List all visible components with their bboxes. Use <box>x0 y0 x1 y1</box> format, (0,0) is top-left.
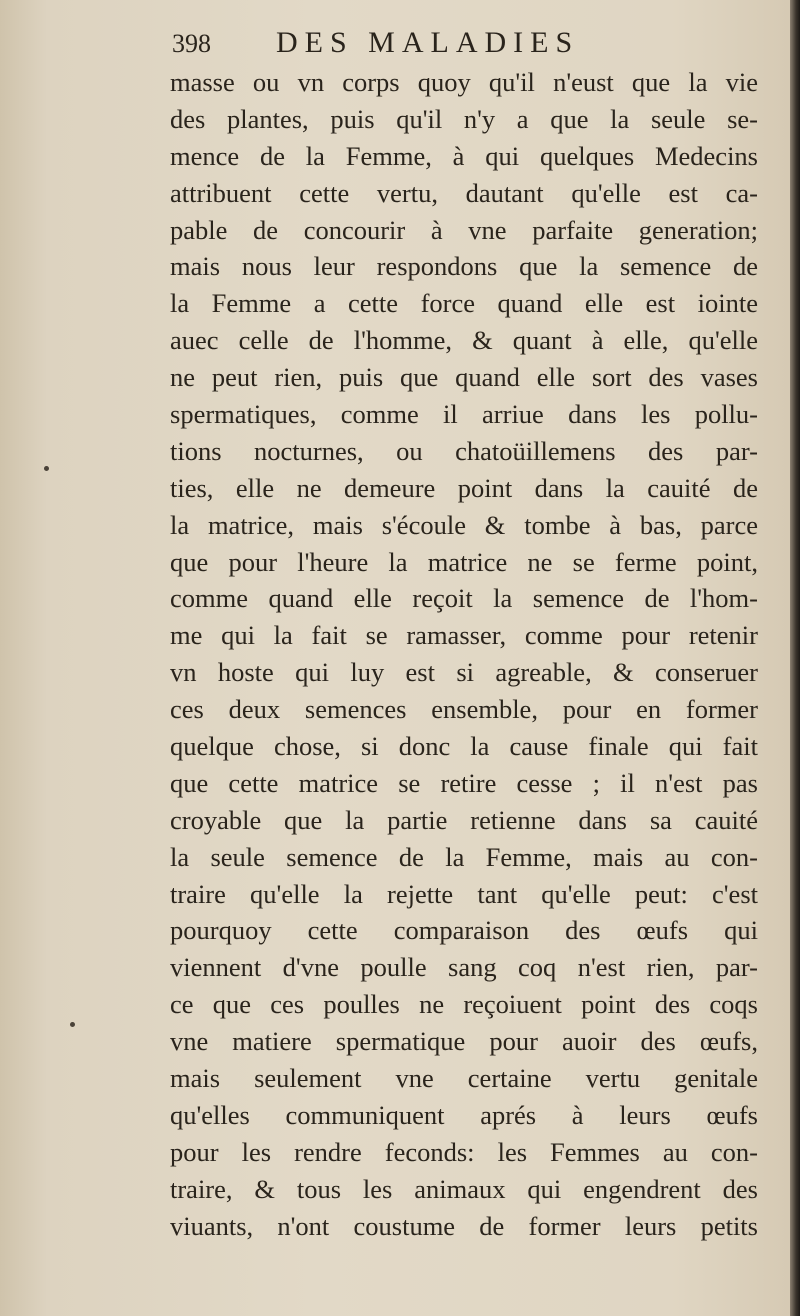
text-line: quelque chose, si donc la cause finale qui fait <box>170 731 758 762</box>
text-line: que pour l'heure la matrice ne se ferme point, <box>170 546 758 577</box>
margin-speck <box>70 1022 75 1027</box>
text-line: me qui la fait se ramasser, comme pour retenir <box>170 620 758 651</box>
text-line: vn hoste qui luy est si agreable, & conseruer <box>170 657 758 688</box>
text-line: ties, elle ne demeure point dans la cauité de <box>170 472 758 503</box>
text-line: pable de concourir à vne parfaite generation; <box>170 214 758 245</box>
margin-speck <box>44 466 49 471</box>
page-edge-shadow <box>790 0 800 1316</box>
page-number: 398 <box>172 29 211 58</box>
text-line: mais seulement vne certaine vertu genitale <box>170 1063 758 1094</box>
text-line: pourquoy cette comparaison des œufs qui <box>170 915 758 946</box>
text-line: ces deux semences ensemble, pour en former <box>170 694 758 725</box>
text-line: viennent d'vne poulle sang coq n'est rien, par- <box>170 952 758 983</box>
text-line: attribuent cette vertu, dautant qu'elle est ca- <box>170 177 758 208</box>
text-line: masse ou vn corps quoy qu'il n'eust que la vie <box>170 67 758 97</box>
text-line: la Femme a cette force quand elle est iointe <box>170 288 758 319</box>
text-line: la seule semence de la Femme, mais au con- <box>170 841 758 872</box>
text-line: comme quand elle reçoit la semence de l'hom- <box>170 583 758 614</box>
text-line: tions nocturnes, ou chatoüillemens des par- <box>170 435 758 466</box>
text-line: croyable que la partie retienne dans sa cauité <box>170 804 758 835</box>
text-line: auec celle de l'homme, & quant à elle, qu'elle <box>170 325 758 356</box>
text-line: traire qu'elle la rejette tant qu'elle peut: c'est <box>170 878 758 909</box>
text-line: spermatiques, comme il arriue dans les pollu- <box>170 399 758 430</box>
text-line: ne peut rien, puis que quand elle sort des vases <box>170 362 758 393</box>
text-line: mence de la Femme, à qui quelques Medecins <box>170 140 758 171</box>
text-line: la matrice, mais s'écoule & tombe à bas, parce <box>170 509 758 540</box>
text-line: pour les rendre feconds: les Femmes au con- <box>170 1136 758 1167</box>
body-text <box>170 64 758 1245</box>
text-line: vne matiere spermatique pour auoir des œufs, <box>170 1026 758 1057</box>
page-header <box>172 26 772 66</box>
text-line: mais nous leur respondons que la semence de <box>170 251 758 282</box>
text-line: viuants, n'ont coustume de former leurs petits <box>170 1210 758 1241</box>
text-line: qu'elles communiquent aprés à leurs œufs <box>170 1099 758 1130</box>
text-line: traire, & tous les animaux qui engendrent des <box>170 1173 758 1204</box>
text-line: des plantes, puis qu'il n'y a que la seule se- <box>170 103 758 134</box>
text-line: que cette matrice se retire cesse ; il n'est pas <box>170 767 758 798</box>
running-head: DES MALADIES <box>276 26 580 59</box>
text-line: ce que ces poulles ne reçoiuent point des coqs <box>170 989 758 1020</box>
